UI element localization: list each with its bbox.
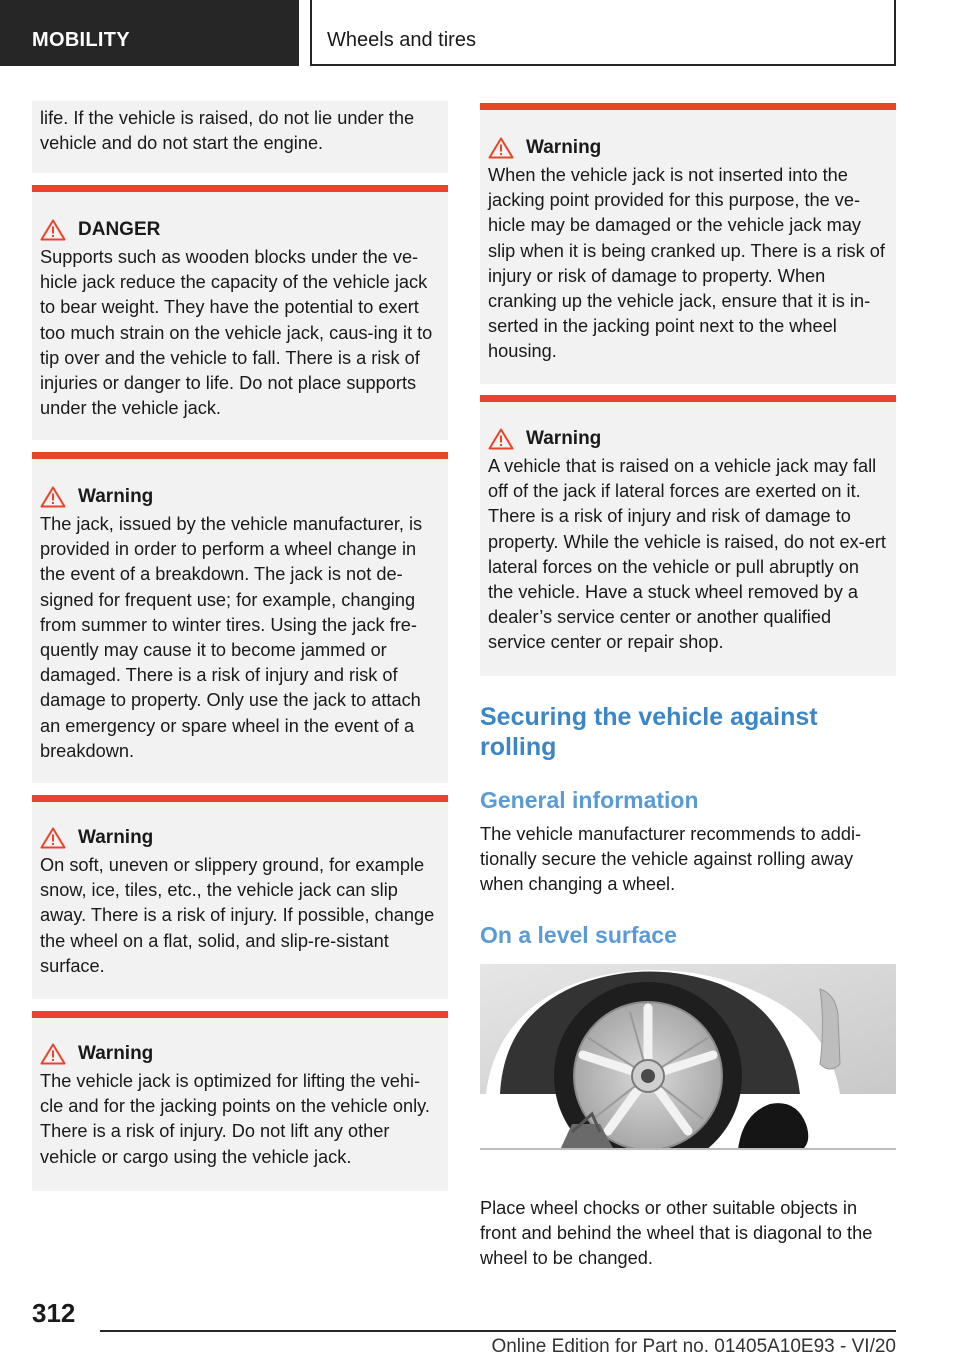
section-heading [480,702,896,762]
wheel-chock-illustration [480,964,896,1150]
footer-divider [100,1330,896,1332]
warning-2-title: Warning [78,827,154,848]
warning-5-title-row [488,428,886,450]
general-information-text: The vehicle manufacturer recommends to addi-tionally secure the vehicle against rolling away when changing a wheel. [480,824,862,895]
page-number: 312 [32,1298,76,1328]
wheel-illustration-svg [480,964,896,1150]
warning-2-text: On soft, uneven or slippery ground, for example snow, ice, tiles, etc., the vehicle jack can slip away. There is a risk of injury. If possible, change the wheel on a flat, solid, and slip-re-sistant surface. [40,855,435,976]
warning-1-title: Warning [78,486,154,507]
header-chapter-title: Wheels and tires [310,0,896,66]
footer-edition-text: Online Edition for Part no. 01405A10E93 - VI/20 [491,1336,896,1357]
warning-2-title-row [40,827,438,849]
danger-title-row [40,219,438,241]
warning-1-title-row [40,486,438,508]
danger-text: Supports such as wooden blocks under the ve-hicle jack reduce the capacity of the vehicle jack to bear weight. They have the potential to exert too much strain on the vehicle jack, caus-ing it to tip over and the vehicle to fall. There is a risk of injuries or danger to life. Do not place supports under the vehicle jack. [40,247,433,419]
level-surface-heading: On a level surface [480,922,677,948]
warning-5-text: A vehicle that is raised on a vehicle jack may fall off of the jack if lateral forces are exerted on it. There is a risk of injury and risk of damage to property. While the vehicle is raised, do not ex-ert lateral forces on the vehicle or pull abruptly on the vehicle. Have a stuck wheel removed by a dealer’s service center or another qualified service center or repair shop. [488,456,886,653]
warning-4-title: Warning [526,137,602,158]
warning-box-3 [32,1011,448,1191]
page-header [0,0,960,66]
header-section-label: MOBILITY [0,0,299,66]
general-information-heading: General information [480,787,699,813]
warning-triangle-icon [488,137,514,159]
warning-triangle-icon [488,428,514,450]
warning-3-text: The vehicle jack is optimized for lifting the vehi-cle and for the jacking points on the vehicle only. There is a risk of injury. Do not lift any other vehicle or cargo using the vehicle jack. [40,1071,430,1167]
figure-caption-text: Place wheel chocks or other suitable objects in front and behind the wheel that is diagonal to the wheel to be changed. [480,1198,873,1269]
warning-triangle-icon [40,219,66,241]
warning-5-title: Warning [526,428,602,449]
warning-3-title: Warning [78,1043,154,1064]
warning-box-1 [32,452,448,783]
intro-text: life. If the vehicle is raised, do not lie under the vehicle and do not start the engine. [40,108,415,154]
section-heading-line-1: Securing the vehicle against [480,703,818,731]
warning-box-4 [480,103,896,384]
intro-box [32,101,448,173]
warning-triangle-icon [40,1043,66,1065]
section-heading-line-2: rolling [480,733,557,761]
danger-box [32,185,448,440]
warning-3-title-row [40,1043,438,1065]
warning-1-text: The jack, issued by the vehicle manufacturer, is provided in order to perform a wheel change in the event of a breakdown. The jack is not de-signed for frequent use; for example, changing from summer to winter tires. Using the jack fre-quently may cause it to become jammed or damaged. There is a risk of injury and risk of damage to property. Only use the jack to attach an emergency or spare wheel in the event of a breakdown. [40,514,423,761]
warning-box-2 [32,795,448,999]
warning-4-text: When the vehicle jack is not inserted into the jacking point provided for this purpose, the ve-hicle may be damaged or the vehicle jack may slip when it is being cranked up. There is a risk of injury or risk of damage to property. When cranking up the vehicle jack, ensure that it is in-serted in the jacking point next to the wheel housing. [488,165,885,362]
warning-triangle-icon [40,827,66,849]
warning-triangle-icon [40,486,66,508]
warning-4-title-row [488,137,886,159]
warning-box-5 [480,395,896,676]
danger-title: DANGER [78,219,161,240]
